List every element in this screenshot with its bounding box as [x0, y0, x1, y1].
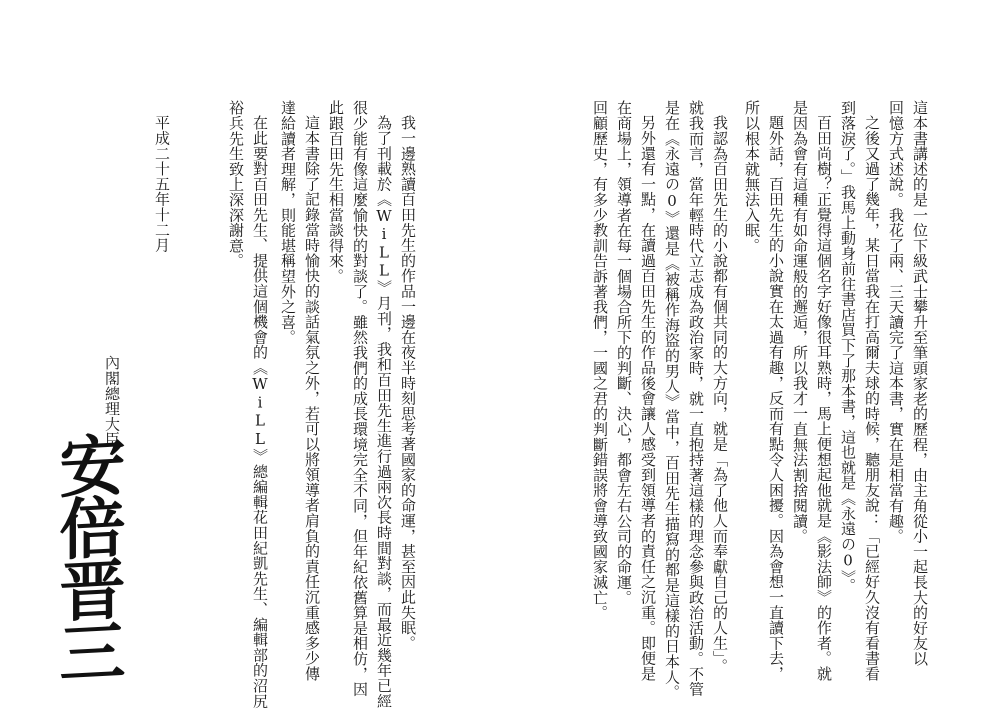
text-line-19: 這本書除了記錄當時愉快的談話氣氛之外，若可以將領導者肩負的責任沉重感多少傳 [303, 115, 321, 682]
text-line-6: 是因為會有這種有如命運般的邂逅，所以我才一直無法割捨閱讀。 [791, 100, 809, 544]
text-line-2: 回憶方式述說。我花了兩、三天讀完了這本書，實在是相當有趣。 [887, 100, 905, 544]
text-line-16: 為了刊載於《WiLL》月刊，我和百田先生進行過兩次長時間對談，而最近幾年已經 [375, 115, 393, 709]
text-line-7: 題外話，百田先生的小說實在太過有趣，反而有點令人困擾。因為會想一直讀下去， [767, 115, 785, 682]
text-line-20: 達給讀者理解，則能堪稱望外之喜。 [279, 100, 297, 345]
text-line-15: 我一邊熟讀百田先生的作品一邊在夜半時刻思考著國家的命運，甚至因此失眠。 [399, 115, 417, 651]
text-line-8: 所以根本就無法入眠。 [743, 100, 761, 253]
text-line-4: 到落淚了。」我馬上動身前往書店買下了那本書，這也就是《永遠の0》。 [839, 100, 857, 593]
text-line-11: 是在《永遠の0》還是《被稱作海盜的男人》當中，百田先生描寫的都是這樣的日本人。 [663, 100, 681, 700]
text-line-9: 我認為百田先生的小說都有個共同的大方向，就是「為了他人而奉獻自己的人生」。 [711, 115, 729, 674]
text-line-14: 回顧歷史，有多少教訓告訴著我們，一國之君的判斷錯誤將會導致國家滅亡。 [591, 100, 609, 621]
text-line-1: 這本書講述的是一位下級武士攀升至筆頭家老的歷程，由主角從小一起長大的好友以 [911, 100, 929, 667]
signature-title: 內閣總理大臣 [103, 355, 121, 447]
text-line-5: 百田尚樹？正覺得這個名字好像很耳熟時，馬上便想起他就是《影法師》的作者。就 [815, 115, 833, 682]
text-line-3: 之後又過了幾年，某日當我在打高爾夫球的時候，聽朋友說：「已經好久沒有看書看 [863, 115, 881, 682]
text-line-12: 另外還有一點，在讀過百田先生的作品後會讓人感受到領導者的責任之沉重。即便是 [639, 115, 657, 682]
text-line-22: 裕兵先生致上深深謝意。 [227, 100, 245, 269]
text-line-18: 此跟百田先生相當談得來。 [327, 100, 345, 284]
date-line: 平成二十五年十二月 [153, 115, 171, 253]
text-line-13: 在商場上，領導者在每一個場合所下的判斷、決心，都會左右公司的命運。 [615, 100, 633, 605]
text-line-10: 就我而言，當年輕時代立志成為政治家時，就一直抱持著這樣的理念參與政治活動。不管 [687, 100, 705, 697]
signature-name: 安倍晋三 [48, 429, 126, 683]
text-line-17: 很少能有像這麼愉快的對談了。雖然我們的成長環境完全不同，但年紀依舊算是相仿，因 [351, 100, 369, 697]
text-line-21: 在此要對百田先生、提供這個機會的《WiLL》總編輯花田紀凱先生、編輯部的沼尻 [251, 115, 269, 709]
